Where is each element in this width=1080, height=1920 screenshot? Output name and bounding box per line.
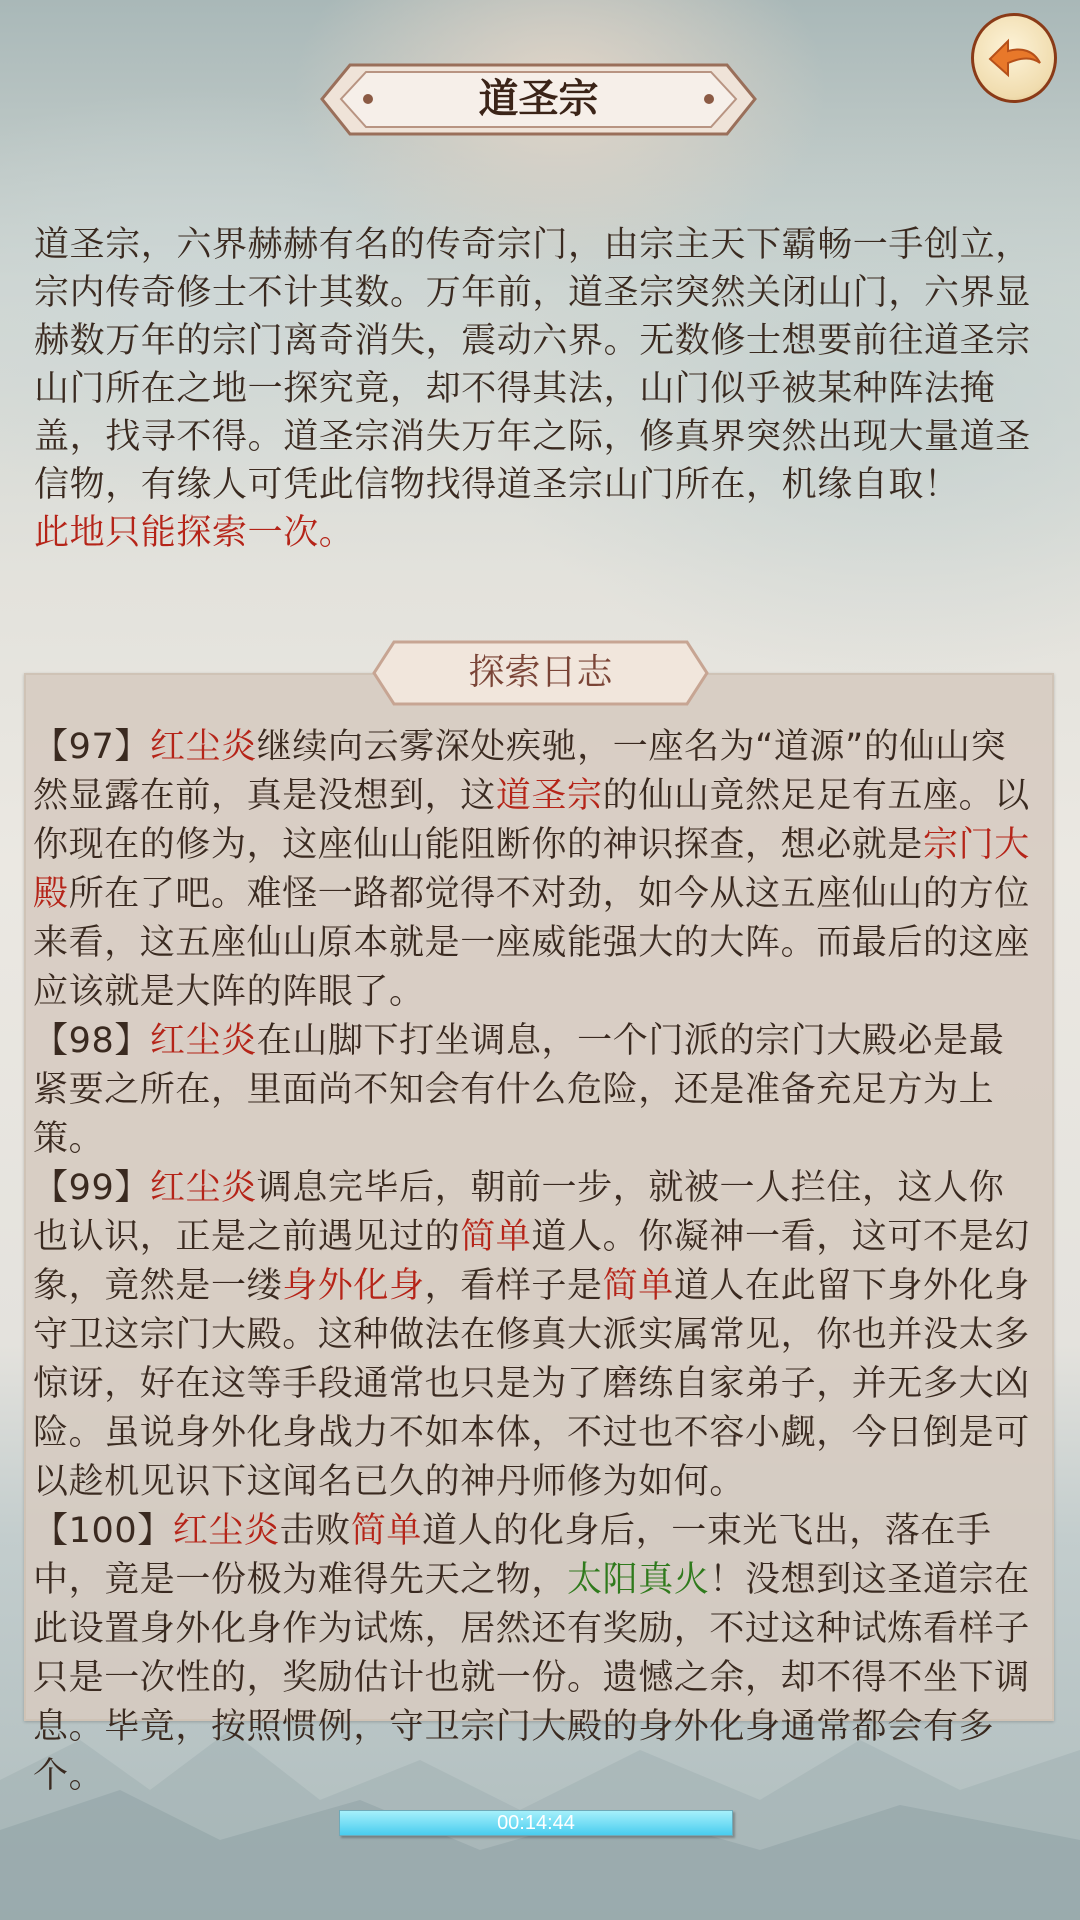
log-text: ！没想到这圣道宗在此设置身外化身作为试炼，居然还有奖励，不过这种试炼看样子只是一次性的，奖励估计也就一份。遗憾之余，却不得不坐下调息。毕竟，按照惯例，守卫宗门大殿的身外化身通常都会有多个。 [33, 1560, 1030, 1796]
log-text: 的仙山竟然足足有五座。以你现在的修为，这座仙山能阻断你的神识探查，想必就是 [33, 776, 1030, 865]
log-text: 击败 [279, 1511, 351, 1551]
log-entry [33, 1164, 1033, 1507]
back-arrow-icon [986, 33, 1042, 83]
countdown-timer-bar [339, 1810, 733, 1836]
highlight-name: 身外化身 [282, 1266, 425, 1306]
log-text: 在山脚下打坐调息，一个门派的宗门大殿必是最紧要之所在，里面尚不知会有什么危险，还是准备充足方为上策。 [33, 1021, 1005, 1159]
log-entry [33, 1507, 1033, 1801]
log-title-banner [372, 640, 709, 706]
page-title: 道圣宗 [478, 76, 599, 122]
log-text: 【97】 [33, 727, 150, 767]
log-text: 【98】 [33, 1021, 150, 1061]
explore-once-warning: 此地只能探索一次。 [34, 513, 355, 553]
log-text: 道人。你凝神一看，这可不是幻象，竟然是一缕 [33, 1217, 1030, 1306]
description-text: 道圣宗，六界赫赫有名的传奇宗门，由宗主天下霸畅一手创立，宗内传奇修士不计其数。万年前，道圣宗突然关闭山门，六界显赫数万年的宗门离奇消失，震动六界。无数修士想要前往道圣宗山门所在之地一探究竟，却不得其法，山门似乎被某种阵法掩盖，找寻不得。道圣宗消失万年之际，修真界突然出现大量道圣信物，有缘人可凭此信物找得道圣宗山门所在，机缘自取！ [34, 225, 1031, 505]
log-text: 【100】 [33, 1511, 173, 1551]
highlight-name: 红尘炎 [149, 1168, 257, 1208]
back-button[interactable] [971, 13, 1057, 103]
log-text: ，看样子是 [424, 1266, 603, 1306]
highlight-name: 道圣宗 [495, 776, 603, 816]
log-text: 继续向云雾深处疾驰，一座名为“道源”的仙山突然显露在前，真是没想到，这 [33, 727, 1007, 816]
highlight-name: 简单 [602, 1266, 674, 1306]
reward-item: 太阳真火 [567, 1560, 710, 1600]
highlight-name: 红尘炎 [149, 727, 257, 767]
highlight-name: 红尘炎 [149, 1021, 257, 1061]
log-text: 所在了吧。难怪一路都觉得不对劲，如今从这五座仙山的方位来看，这五座仙山原本就是一座威能强大的大阵。而最后的这座应该就是大阵的阵眼了。 [33, 874, 1030, 1012]
highlight-name: 简单 [460, 1217, 532, 1257]
title-banner [320, 63, 757, 136]
exploration-log-list [33, 723, 1033, 1801]
log-text: 道人的化身后，一束光飞出，落在手中，竟是一份极为难得先天之物， [33, 1511, 992, 1600]
timer-text: 00:14:44 [497, 1812, 575, 1834]
highlight-name: 简单 [350, 1511, 423, 1551]
log-text: 【99】 [33, 1168, 150, 1208]
log-text: 道人在此留下身外化身守卫这宗门大殿。这种做法在修真大派实属常见，你也并没太多惊讶，好在这等手段通常也只是为了磨练自家弟子，并无多大凶险。虽说身外化身战力不如本体，不过也不容小觑，今日倒是可以趁机见识下这闻名已久的神丹师修为如何。 [33, 1266, 1030, 1502]
log-text: 调息完毕后，朝前一步，就被一人拦住，这人你也认识，正是之前遇见过的 [33, 1168, 1005, 1257]
highlight-name: 宗门大殿 [33, 825, 1030, 914]
highlight-name: 红尘炎 [172, 1511, 280, 1551]
log-entry [33, 1017, 1033, 1164]
location-description [34, 221, 1034, 557]
log-title: 探索日志 [468, 652, 613, 693]
log-entry [33, 723, 1033, 1017]
